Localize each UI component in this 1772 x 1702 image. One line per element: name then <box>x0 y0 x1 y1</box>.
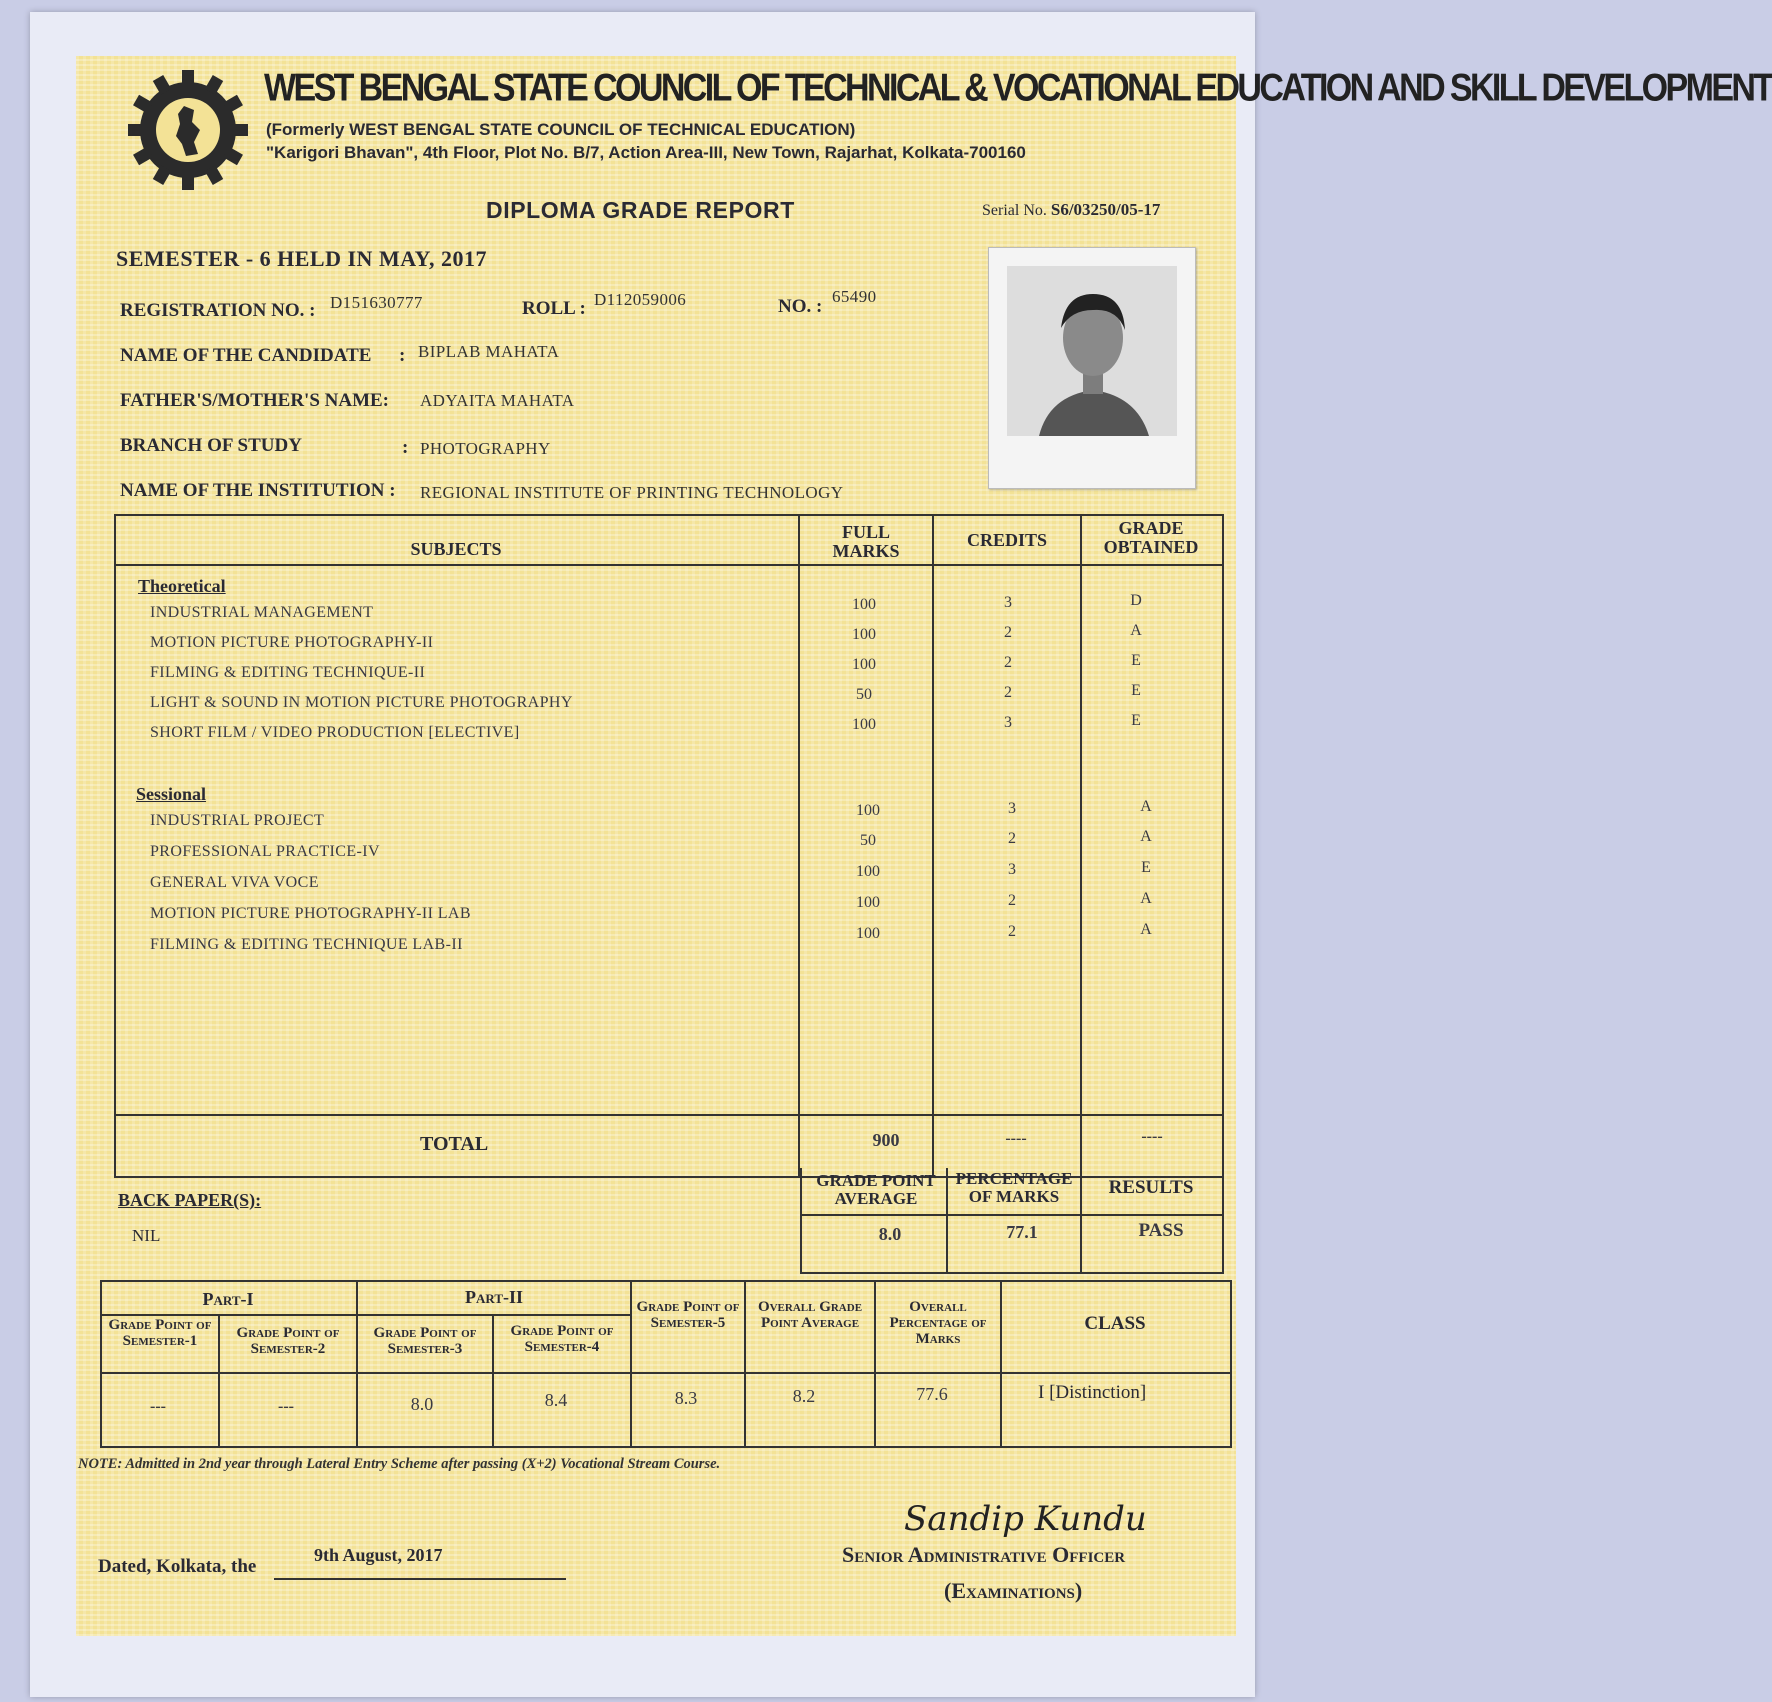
candidate-name-label: NAME OF THE CANDIDATE <box>120 345 372 366</box>
colon: : <box>399 345 406 366</box>
subject-name: LIGHT & SOUND IN MOTION PICTURE PHOTOGRAPHY <box>150 694 573 711</box>
dated-label: Dated, Kolkata, the <box>98 1556 257 1577</box>
back-paper-value: NIL <box>132 1226 161 1245</box>
serial-label: Serial No. <box>982 202 1047 219</box>
subject-credits: 3 <box>1008 861 1016 878</box>
col-divider <box>932 514 934 1176</box>
subject-name: FILMING & EDITING TECHNIQUE LAB-II <box>150 936 463 953</box>
subject-grade: A <box>1140 921 1152 938</box>
overall-gpa-header: Overall Grade Point Average <box>757 1299 863 1331</box>
credits-header: CREDITS <box>966 530 1048 550</box>
institution-label: NAME OF THE INSTITUTION : <box>120 480 396 501</box>
officer-title: Senior Administrative Officer <box>842 1542 1126 1567</box>
subject-credits: 2 <box>1004 654 1012 671</box>
candidate-portrait-image <box>989 248 1195 488</box>
subject-name: INDUSTRIAL MANAGEMENT <box>150 604 374 621</box>
subject-name: PROFESSIONAL PRACTICE-IV <box>150 843 380 860</box>
total-divider <box>114 1114 1222 1116</box>
number-value: 65490 <box>832 287 877 306</box>
registration-value: D151630777 <box>330 293 423 312</box>
svg-text:Sandip Kundu: Sandip Kundu <box>904 1499 1147 1539</box>
subject-full-marks: 100 <box>852 716 876 733</box>
overall-percentage-value: 77.6 <box>916 1384 948 1404</box>
sem2-value: --- <box>278 1398 294 1415</box>
part-two-header: Part-II <box>465 1287 523 1307</box>
subject-full-marks: 100 <box>852 626 876 643</box>
subject-grade: A <box>1140 828 1152 845</box>
class-value: I [Distinction] <box>1038 1382 1147 1403</box>
subject-credits: 2 <box>1004 684 1012 701</box>
part-one-header: Part-I <box>202 1289 254 1309</box>
subject-full-marks: 50 <box>860 832 876 849</box>
subject-grade: E <box>1131 652 1141 669</box>
subject-credits: 3 <box>1004 714 1012 731</box>
subject-credits: 2 <box>1004 624 1012 641</box>
sem1-header: Grade Point of Semester-1 <box>108 1317 212 1349</box>
parent-name-value: ADYAITA MAHATA <box>420 391 575 410</box>
total-credits: ---- <box>1005 1130 1027 1147</box>
subject-credits: 3 <box>1004 594 1012 611</box>
subject-credits: 2 <box>1008 892 1016 909</box>
gpa-header: GRADE POINT AVERAGE <box>816 1171 936 1208</box>
colon: : <box>402 437 409 458</box>
total-marks: 900 <box>872 1130 900 1150</box>
subject-full-marks: 100 <box>852 596 876 613</box>
subject-name: MOTION PICTURE PHOTOGRAPHY-II LAB <box>150 905 471 922</box>
percentage-header: PERCENTAGE OF MARKS <box>955 1169 1073 1206</box>
theoretical-label: Theoretical <box>138 576 226 596</box>
overall-percentage-header: Overall Percentage of Marks <box>889 1299 987 1347</box>
subject-full-marks: 100 <box>856 925 880 942</box>
sem4-value: 8.4 <box>544 1390 568 1410</box>
summary-col-divider <box>1000 1282 1002 1446</box>
officer-department: (Examinations) <box>944 1578 1083 1603</box>
sem5-header: Grade Point of Semester-5 <box>636 1299 740 1331</box>
gpa-value: 8.0 <box>878 1224 902 1244</box>
col-divider <box>798 514 800 1176</box>
registration-label: REGISTRATION NO. : <box>120 300 316 321</box>
sem4-header: Grade Point of Semester-4 <box>510 1323 614 1355</box>
branch-label: BRANCH OF STUDY <box>120 435 302 456</box>
sem5-value: 8.3 <box>674 1388 698 1408</box>
serial-number <box>982 200 1160 220</box>
subject-full-marks: 50 <box>856 686 872 703</box>
council-address: "Karigori Bhavan", 4th Floor, Plot No. B/7, Action Area-III, New Town, Rajarhat, Kolkata-700160 <box>266 143 1026 162</box>
subject-grade: A <box>1140 890 1152 907</box>
results-col-divider <box>946 1168 948 1274</box>
subject-full-marks: 100 <box>856 894 880 911</box>
date-underline <box>274 1578 566 1580</box>
subjects-header: SUBJECTS <box>410 539 502 559</box>
grade-header: GRADE OBTAINED <box>1103 518 1199 557</box>
parent-name-label: FATHER'S/MOTHER'S NAME: <box>120 390 390 411</box>
subject-full-marks: 100 <box>856 802 880 819</box>
class-header: CLASS <box>1084 1313 1146 1334</box>
council-logo <box>128 70 248 190</box>
percentage-value: 77.1 <box>1006 1222 1038 1242</box>
total-label: TOTAL <box>420 1133 489 1155</box>
summary-col-divider <box>874 1282 876 1446</box>
subject-name: MOTION PICTURE PHOTOGRAPHY-II <box>150 634 434 651</box>
subject-name: FILMING & EDITING TECHNIQUE-II <box>150 664 426 681</box>
subject-grade: E <box>1131 712 1141 729</box>
subject-name: GENERAL VIVA VOCE <box>150 874 319 891</box>
serial-value: S6/03250/05-17 <box>1050 200 1161 219</box>
sessional-label: Sessional <box>136 784 207 804</box>
summary-col-divider <box>744 1282 746 1446</box>
candidate-photo <box>988 247 1196 489</box>
subject-grade: A <box>1130 622 1142 639</box>
col-divider <box>1080 514 1082 1176</box>
subject-full-marks: 100 <box>852 656 876 673</box>
admission-note: NOTE: Admitted in 2nd year through Lateral Entry Scheme after passing (X+2) Vocational Stream Course. <box>78 1456 721 1472</box>
results-divider <box>800 1214 1222 1216</box>
council-name: WEST BENGAL STATE COUNCIL OF TECHNICAL & VOCATIONAL EDUCATION AND SKILL DEVELOPMENT <box>264 66 1772 110</box>
former-name: (Formerly WEST BENGAL STATE COUNCIL OF TECHNICAL EDUCATION) <box>266 120 856 139</box>
summary-part-divider <box>100 1314 630 1316</box>
branch-value: PHOTOGRAPHY <box>420 439 551 458</box>
sem1-value: --- <box>150 1398 166 1415</box>
roll-value: D112059006 <box>594 290 687 309</box>
total-grade: ---- <box>1141 1128 1163 1145</box>
sem3-header: Grade Point of Semester-3 <box>373 1325 477 1357</box>
sem3-value: 8.0 <box>410 1394 434 1414</box>
summary-col-divider <box>218 1314 220 1446</box>
subject-full-marks: 100 <box>856 863 880 880</box>
subject-name: SHORT FILM / VIDEO PRODUCTION [ELECTIVE] <box>150 724 520 741</box>
report-title: DIPLOMA GRADE REPORT <box>486 197 795 223</box>
summary-col-divider <box>492 1314 494 1446</box>
semester-heading: SEMESTER - 6 HELD IN MAY, 2017 <box>116 246 487 271</box>
candidate-name-value: BIPLAB MAHATA <box>418 342 560 361</box>
subject-grade: E <box>1131 682 1141 699</box>
full-marks-header: FULL MARKS <box>832 522 900 561</box>
header-divider <box>114 564 1222 566</box>
subject-grade: E <box>1141 859 1151 876</box>
overall-gpa-value: 8.2 <box>792 1386 816 1406</box>
subject-grade: A <box>1140 798 1152 815</box>
subject-credits: 3 <box>1008 800 1016 817</box>
results-header: RESULTS <box>1108 1177 1194 1198</box>
issue-date: 9th August, 2017 <box>314 1545 443 1565</box>
institution-value: REGIONAL INSTITUTE OF PRINTING TECHNOLOGY <box>420 483 844 502</box>
summary-col-divider <box>630 1282 632 1446</box>
sem2-header: Grade Point of Semester-2 <box>236 1325 340 1357</box>
subject-name: INDUSTRIAL PROJECT <box>150 812 325 829</box>
subject-grade: D <box>1130 592 1142 609</box>
subject-credits: 2 <box>1008 923 1016 940</box>
number-label: NO. : <box>778 296 823 317</box>
result-value: PASS <box>1138 1220 1184 1241</box>
roll-label: ROLL : <box>522 298 586 319</box>
subject-credits: 2 <box>1008 830 1016 847</box>
summary-header-divider <box>100 1372 1230 1374</box>
back-paper-label: BACK PAPER(S): <box>118 1190 262 1210</box>
